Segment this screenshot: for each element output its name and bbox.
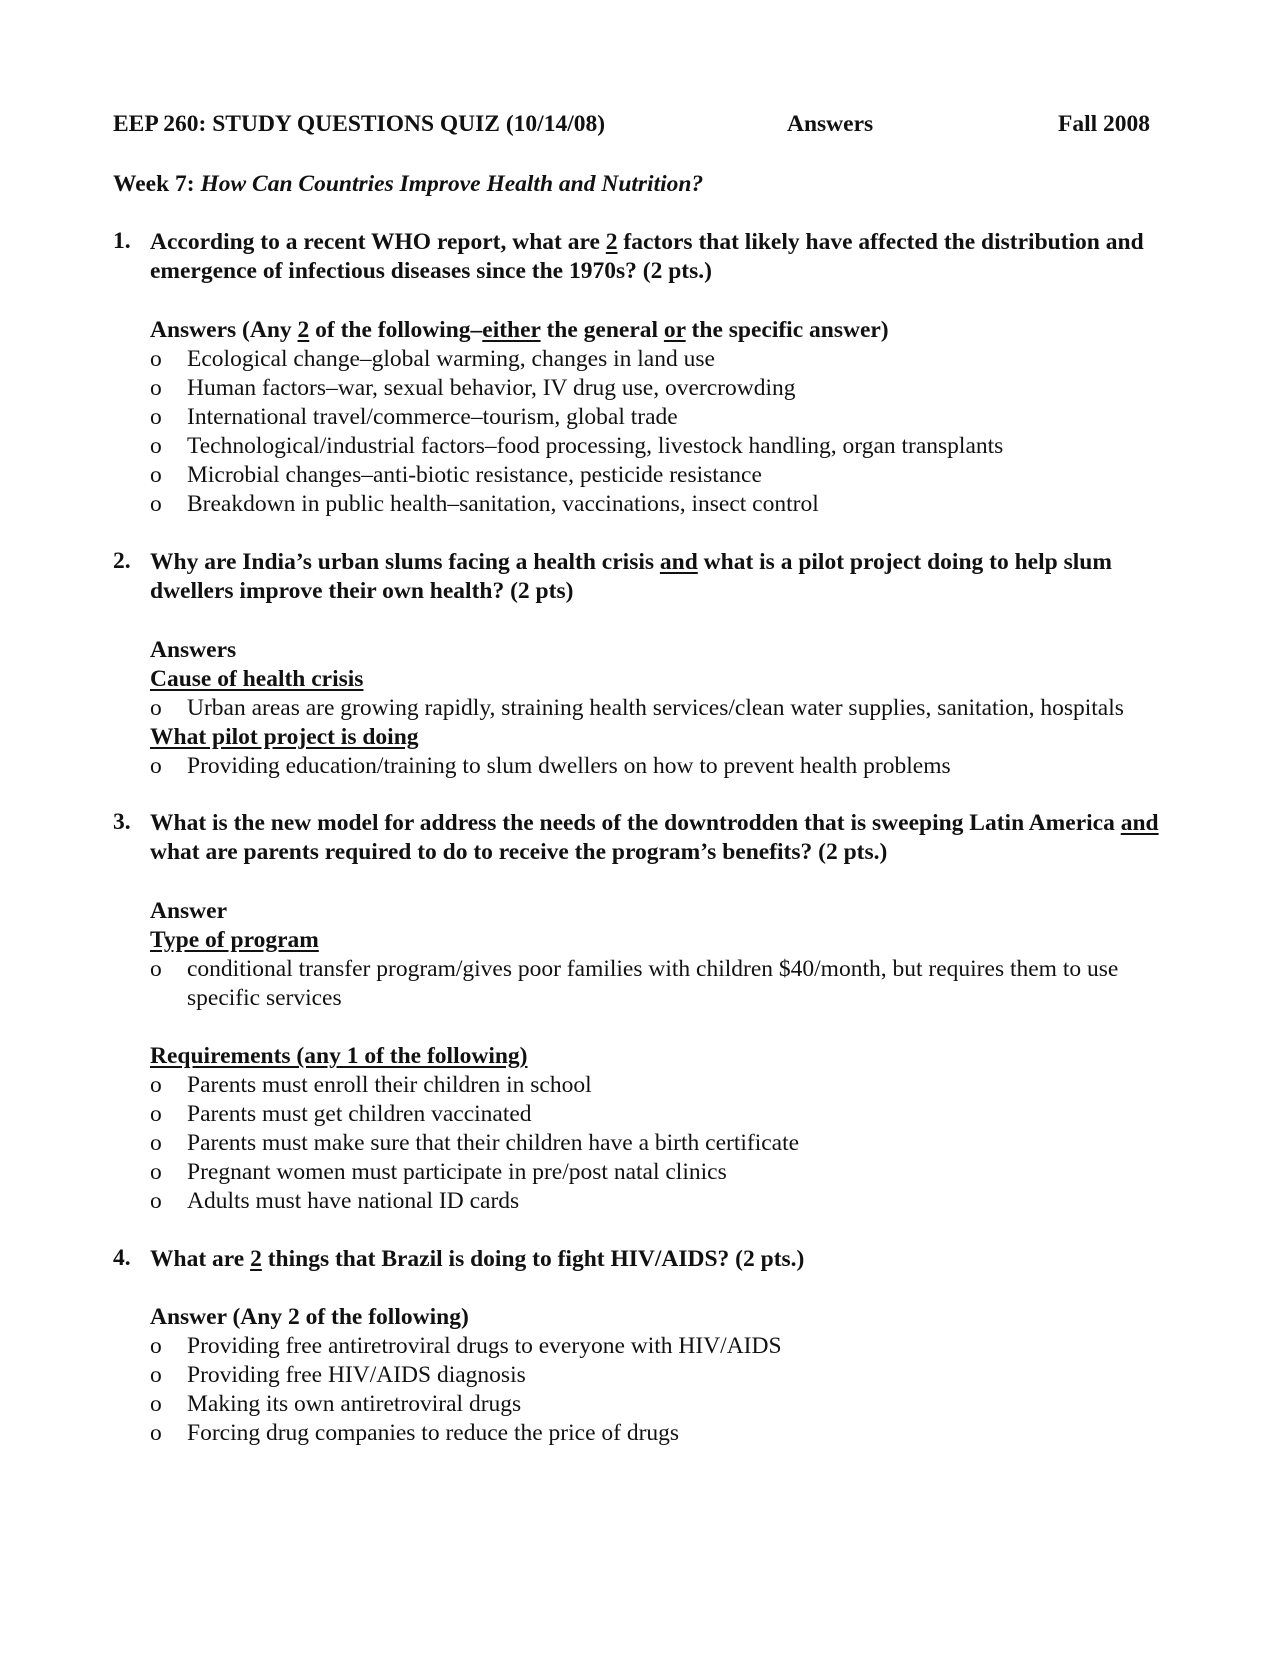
bullet-marker: o — [150, 1362, 162, 1388]
bullet-marker: o — [150, 695, 162, 721]
q1-ans-a: Answers (Any — [150, 317, 298, 343]
q1-item: International travel/commerce–tourism, global trade — [187, 404, 678, 430]
q1-ans-b: of the following– — [309, 317, 483, 343]
bullet-marker: o — [150, 1333, 162, 1359]
week-label: Week 7: — [113, 171, 195, 197]
requirement-item: Adults must have national ID cards — [187, 1188, 520, 1214]
requirement-item: Parents must get children vaccinated — [187, 1101, 532, 1127]
question-4-text-b: things that Brazil is doing to fight HIV/AIDS? (2 pts.) — [261, 1246, 805, 1272]
question-1-text-a: According to a recent WHO report, what are — [150, 229, 606, 255]
q4-item: Making its own antiretroviral drugs — [187, 1391, 522, 1417]
requirement-item: Pregnant women must participate in pre/post natal clinics — [187, 1159, 727, 1185]
question-2-number: 2. — [113, 548, 131, 574]
requirement-item: Parents must enroll their children in school — [187, 1072, 592, 1098]
question-4-answer-heading: Answer (Any 2 of the following) — [150, 1304, 469, 1330]
question-3-answer-heading: Answer — [150, 898, 228, 924]
question-3-text — [150, 809, 1160, 867]
requirement-item: Parents must make sure that their children have a birth certificate — [187, 1130, 800, 1156]
q1-ans-u1: 2 — [297, 317, 310, 343]
bullet-marker: o — [150, 1420, 162, 1446]
bullet-marker: o — [150, 433, 162, 459]
question-4-text-a: What are — [150, 1246, 251, 1272]
bullet-marker: o — [150, 462, 162, 488]
answers-label: Answers — [787, 111, 874, 137]
q1-ans-u3: or — [663, 317, 686, 343]
q1-item: Ecological change–global warming, changes in land use — [187, 346, 715, 372]
requirements-heading: Requirements (any 1 of the following) — [150, 1043, 528, 1069]
question-2-text-b: what is a pilot project doing to help slum dwellers improve their own health? (2 pts) — [150, 549, 1112, 604]
bullet-marker: o — [150, 1391, 162, 1417]
cause-heading: Cause of health crisis — [150, 666, 364, 692]
pilot-heading: What pilot project is doing — [150, 724, 419, 750]
bullet-marker: o — [150, 1072, 162, 1098]
question-4-text-underline: 2 — [250, 1246, 262, 1272]
q1-ans-d: the specific answer) — [685, 317, 889, 343]
bullet-marker: o — [150, 1188, 162, 1214]
q1-ans-u2: either — [482, 317, 541, 343]
term-label: Fall 2008 — [1058, 111, 1151, 137]
bullet-marker: o — [150, 346, 162, 372]
question-2-text — [150, 548, 1160, 606]
question-2-answers-heading: Answers — [150, 637, 237, 663]
question-4-number: 4. — [113, 1245, 131, 1271]
type-item: conditional transfer program/gives poor families with children $40/month, but requires them to use specific services — [187, 956, 1119, 1011]
bullet-marker: o — [150, 956, 162, 982]
q4-item: Forcing drug companies to reduce the price of drugs — [187, 1420, 680, 1446]
question-1-number: 1. — [113, 228, 131, 254]
question-1-text-underline: 2 — [605, 229, 618, 255]
q1-item: Breakdown in public health–sanitation, vaccinations, insect control — [187, 491, 819, 517]
q1-item: Technological/industrial factors–food processing, livestock handling, organ transplants — [187, 433, 1004, 459]
cause-item: Urban areas are growing rapidly, straining health services/clean water supplies, sanitation, hospitals — [187, 695, 1124, 721]
bullet-marker: o — [150, 491, 162, 517]
question-4-text — [150, 1245, 1160, 1274]
type-heading: Type of program — [150, 927, 319, 953]
q1-ans-c: the general — [540, 317, 664, 343]
week-heading — [113, 170, 703, 199]
question-3-number: 3. — [113, 809, 131, 835]
bullet-marker: o — [150, 404, 162, 430]
q4-item: Providing free HIV/AIDS diagnosis — [187, 1362, 526, 1388]
week-title: How Can Countries Improve Health and Nutrition? — [200, 171, 704, 197]
question-3-text-b: what are parents required to do to receive the program’s benefits? (2 pts.) — [150, 839, 888, 865]
pilot-item: Providing education/training to slum dwellers on how to prevent health problems — [187, 753, 951, 779]
question-2-text-underline: and — [659, 549, 698, 575]
question-1-answers-heading — [150, 316, 889, 345]
q1-item: Microbial changes–anti-biotic resistance, pesticide resistance — [187, 462, 762, 488]
question-3-text-underline: and — [1120, 810, 1159, 836]
q4-item: Providing free antiretroviral drugs to everyone with HIV/AIDS — [187, 1333, 782, 1359]
question-2-text-a: Why are India’s urban slums facing a health crisis — [150, 549, 660, 575]
question-3-text-a: What is the new model for address the needs of the downtrodden that is sweeping Latin America — [150, 810, 1121, 836]
bullet-marker: o — [150, 753, 162, 779]
course-title: EEP 260: STUDY QUESTIONS QUIZ (10/14/08) — [113, 111, 606, 137]
question-1-text — [150, 228, 1160, 286]
bullet-marker: o — [150, 1101, 162, 1127]
bullet-marker: o — [150, 1130, 162, 1156]
bullet-marker: o — [150, 375, 162, 401]
q1-item: Human factors–war, sexual behavior, IV drug use, overcrowding — [187, 375, 796, 401]
bullet-marker: o — [150, 1159, 162, 1185]
question-1-text-b: factors that likely have affected the distribution and emergence of infectious diseases since the 1970s? (2 pts.) — [150, 229, 1144, 284]
